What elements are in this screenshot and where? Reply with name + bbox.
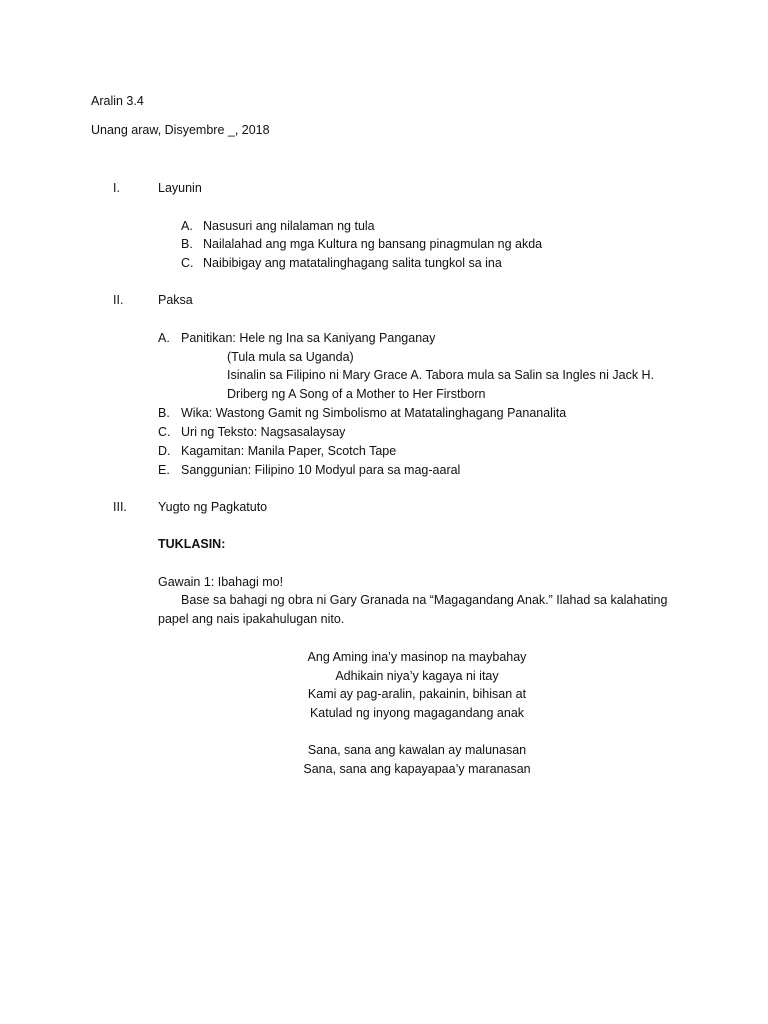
list-item-letter: B.: [181, 237, 193, 251]
section-3-numeral: III.: [113, 500, 127, 514]
section-2-title: Paksa: [158, 293, 193, 307]
lesson-title: Aralin 3.4: [91, 94, 144, 108]
activity-paragraph-line: papel ang nais ipakahulugan nito.: [158, 612, 345, 626]
list-item-letter: E.: [158, 463, 170, 477]
list-item: Kagamitan: Manila Paper, Scotch Tape: [181, 444, 397, 458]
lyric-line: Ang Aming ina’y masinop na maybahay: [307, 650, 527, 664]
list-item-letter: B.: [158, 406, 170, 420]
lyric-line: Kami ay pag-aralin, pakainin, bihisan at: [307, 687, 527, 701]
section-1-title: Layunin: [158, 181, 202, 195]
list-item-letter: C.: [181, 256, 194, 270]
list-item: Wika: Wastong Gamit ng Simbolismo at Matatalinghagang Pananalita: [181, 406, 567, 420]
lyric-line: Sana, sana ang kawalan ay malunasan: [307, 743, 527, 757]
list-item-subline: Isinalin sa Filipino ni Mary Grace A. Tabora mula sa Salin sa Ingles ni Jack H.: [227, 368, 655, 382]
list-item: Sanggunian: Filipino 10 Modyul para sa mag-aaral: [181, 463, 461, 477]
section-subheading: TUKLASIN:: [158, 537, 226, 551]
list-item-subline: (Tula mula sa Uganda): [227, 350, 354, 364]
lyric-line: Sana, sana ang kapayapaa’y maranasan: [303, 762, 531, 776]
list-item-letter: A.: [158, 331, 170, 345]
date-line: Unang araw, Disyembre _, 2018: [91, 123, 270, 137]
lyric-line: Katulad ng inyong magagandang anak: [309, 706, 525, 720]
activity-paragraph-line: Base sa bahagi ng obra ni Gary Granada na “Magagandang Anak.” Ilahad sa kalahating: [181, 593, 668, 607]
list-item: Naibibigay ang matatalinghagang salita tungkol sa ina: [203, 256, 502, 270]
list-item-subline: Driberg ng A Song of a Mother to Her Firstborn: [227, 387, 486, 401]
list-item: Nailalahad ang mga Kultura ng bansang pinagmulan ng akda: [203, 237, 543, 251]
list-item-letter: D.: [158, 444, 171, 458]
list-item-letter: C.: [158, 425, 171, 439]
list-item: Uri ng Teksto: Nagsasalaysay: [181, 425, 346, 439]
section-2-numeral: II.: [113, 293, 124, 307]
section-3-title: Yugto ng Pagkatuto: [158, 500, 268, 514]
activity-title: Gawain 1: Ibahagi mo!: [158, 575, 284, 589]
list-item: Nasusuri ang nilalaman ng tula: [203, 219, 375, 233]
list-item: Panitikan: Hele ng Ina sa Kaniyang Panganay: [181, 331, 436, 345]
section-1-numeral: I.: [113, 181, 120, 195]
lyric-line: Adhikain niya’y kagaya ni itay: [335, 669, 499, 683]
list-item-letter: A.: [181, 219, 193, 233]
